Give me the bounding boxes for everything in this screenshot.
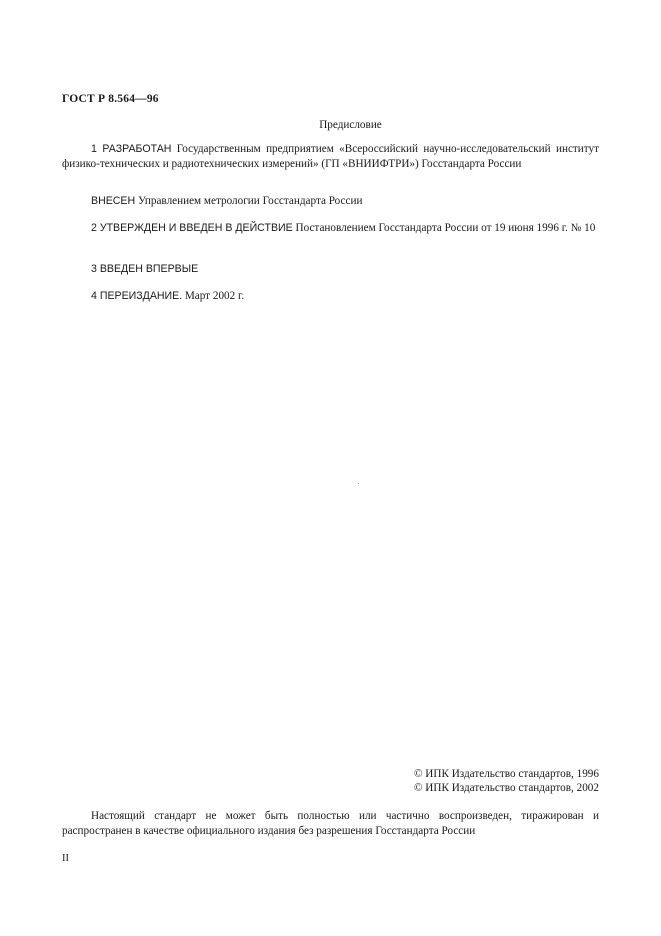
copyright-block [414,768,599,795]
foreword-title: Предисловие [319,119,382,131]
copyright-line: © ИПК Издательство стандартов, 2002 [413,781,599,794]
foreword-item-lead: 2 УТВЕРЖДЕН И ВВЕДЕН В ДЕЙСТВИЕ [91,222,293,234]
foreword-item-lead: ВНЕСЕН [91,195,136,207]
foreword-item-lead: 4 ПЕРЕИЗДАНИЕ [91,290,180,302]
foreword-item-introduced [62,194,599,209]
foreword-item-lead: 1 РАЗРАБОТАН [91,143,172,155]
foreword-item-text: Управлением метрологии Госстандарта России [135,195,363,207]
reproduction-notice: Настоящий стандарт не может быть полностью или частично воспроизведен, тиражирован и распространен в качестве официального издания без разрешения Госстандарта России [62,810,599,837]
copyright-line: © ИПК Издательство стандартов, 1996 [413,768,599,780]
foreword-item-text: Постановлением Госстандарта России от 19 июня 1996 г. № 10 [292,222,596,234]
foreword-item-approved [62,221,599,236]
foreword-item-developed [62,142,599,171]
foreword-item-text: . Март 2002 г. [179,290,245,302]
page-number: II [62,853,69,864]
document-code: ГОСТ Р 8.564—96 [62,93,159,105]
foreword-item-lead: 3 ВВЕДЕН ВПЕРВЫЕ [91,263,199,275]
foreword-item-reissue [62,289,599,304]
foreword-item-text: Государственным предприятием «Всероссийский научно-исследовательский институт физико-технических и радиотехнических измерений» (ГП «ВНИИФТРИ») Госстандарта России [62,143,600,170]
scan-speck [358,483,359,484]
foreword-item-first-introduced [62,262,599,277]
